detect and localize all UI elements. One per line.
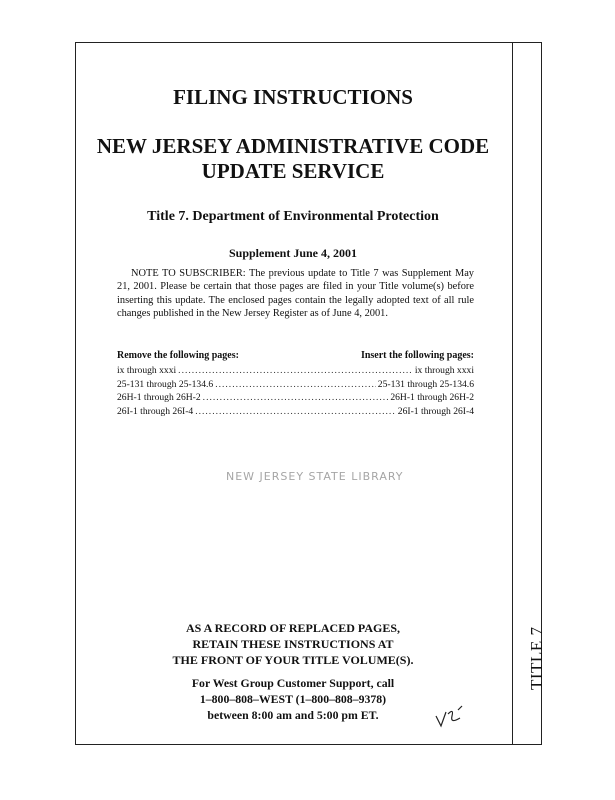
- record-line: AS A RECORD OF REPLACED PAGES,: [185, 621, 401, 635]
- support-line: 1–800–808–WEST (1–800–808–9378): [199, 692, 387, 706]
- document-title: [78, 134, 508, 184]
- insert-header: Insert the following pages:: [360, 350, 474, 361]
- handwritten-initials: [432, 700, 472, 732]
- page-columns-header: [117, 350, 474, 361]
- library-stamp: NEW JERSEY STATE LIBRARY: [226, 470, 404, 483]
- page-row: [117, 364, 474, 378]
- insert-pages: ix through xxxi: [414, 365, 474, 376]
- title-line: NEW JERSEY ADMINISTRATIVE CODE: [96, 134, 490, 158]
- leader-dots: [203, 391, 389, 405]
- title-tab-label: TITLE 7: [527, 626, 546, 690]
- subscriber-note: NOTE TO SUBSCRIBER: The previous update to Title 7 was Supplement May 21, 2001. Please be certain that those pages are filed in your Title volume(s) before inserting this update. The enclosed pages contain the legally adopted text of all rule changes published in the New Jersey Register as of June 4, 2001.: [117, 268, 474, 320]
- record-line: THE FRONT OF YOUR TITLE VOLUME(S).: [172, 653, 414, 667]
- support-line: between 8:00 am and 5:00 pm ET.: [207, 708, 379, 722]
- leader-dots: [195, 405, 396, 419]
- page-row: [117, 405, 474, 419]
- remove-pages: 26I-1 through 26I-4: [117, 405, 194, 417]
- page-list: [117, 364, 474, 418]
- remove-pages: ix through xxxi: [117, 365, 177, 376]
- insert-pages: 26I-1 through 26I-4: [397, 405, 474, 417]
- remove-header: Remove the following pages:: [117, 350, 239, 361]
- leader-dots: [178, 364, 413, 378]
- remove-pages: 26H-1 through 26H-2: [117, 392, 201, 403]
- page-row: [117, 378, 474, 392]
- support-line: For West Group Customer Support, call: [191, 676, 395, 690]
- record-line: RETAIN THESE INSTRUCTIONS AT: [192, 637, 394, 651]
- supplement-date: Supplement June 4, 2001: [228, 246, 358, 260]
- remove-pages: 25-131 through 25-134.6: [117, 378, 214, 390]
- leader-dots: [215, 378, 376, 392]
- insert-pages: 26H-1 through 26H-2: [390, 392, 474, 403]
- record-instructions: [78, 620, 508, 668]
- page-row: [117, 391, 474, 405]
- insert-pages: 25-131 through 25-134.6: [377, 378, 474, 390]
- title-subtitle: Title 7. Department of Environmental Protection: [147, 209, 439, 224]
- title-line: UPDATE SERVICE: [201, 159, 385, 183]
- filing-instructions-heading: FILING INSTRUCTIONS: [173, 85, 413, 109]
- tab-divider: [512, 42, 513, 745]
